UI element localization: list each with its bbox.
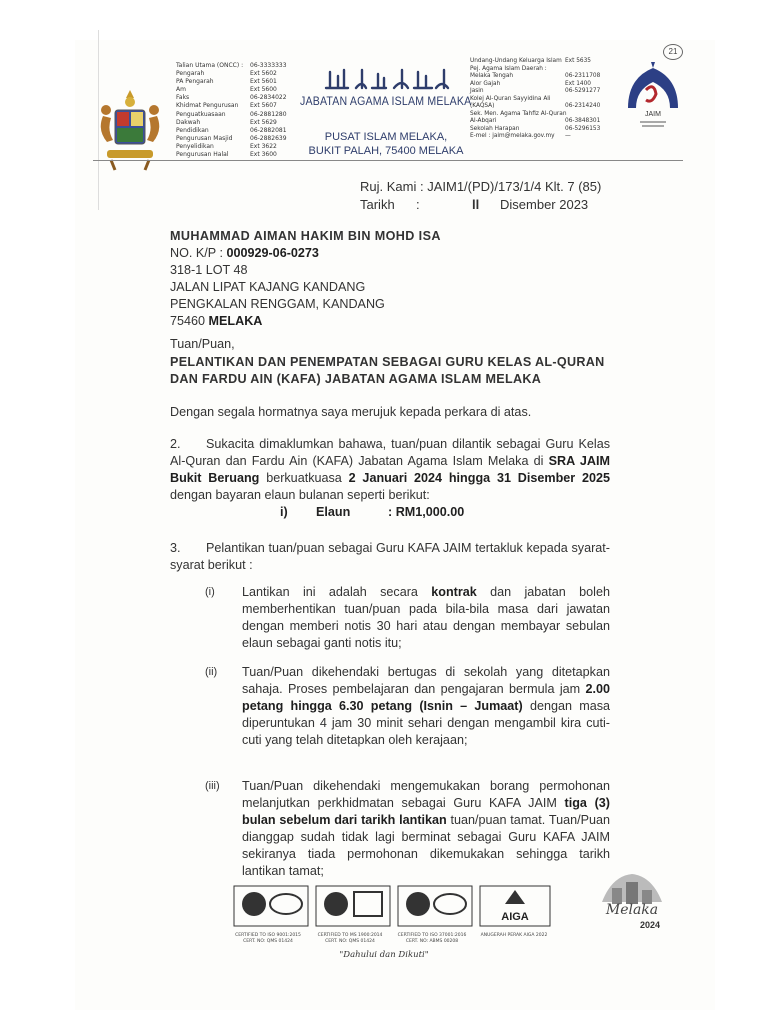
aiga-label: AIGA — [501, 911, 529, 923]
condition-text: tuan/puan tamat. Tuan/Puan dianggap sudah tidak lagi berminat sebagai Guru KAFA JAIM sekiranya tiada permohonan dikemukakan sehingga tarikh lantikan tamat; — [242, 813, 610, 878]
paragraph-text: Pelantikan tuan/puan sebagai Guru KAFA JAIM tertakluk kepada syarat-syarat berikut : — [170, 541, 610, 572]
paragraph-text: dengan bayaran elaun bulanan seperti berikut: — [170, 488, 430, 502]
agency-address-line: PUSAT ISLAM MELAKA, — [324, 131, 448, 143]
contact-value: Ext 5601 — [250, 78, 277, 86]
right-contact-value: Ext 5635 — [565, 58, 591, 64]
condition-emphasis: tiga (3) bulan sebelum dari tarikh lantikan — [242, 796, 610, 827]
right-contact-value: 06-5296153 — [565, 125, 601, 132]
contact-labels — [176, 62, 243, 159]
melaka-brand-text: Melaka — [605, 902, 659, 918]
recipient-address — [170, 228, 610, 330]
state: MELAKA — [208, 314, 263, 328]
right-contact-value: 06-5291277 — [565, 88, 601, 94]
contact-value: 06-2882081 — [250, 126, 287, 134]
contact-value: 06-2881280 — [250, 110, 287, 118]
right-contact-label: E-mel : jaim@melaka.gov.my — [470, 133, 555, 139]
address-line: PENGKALAN RENGGAM, KANDANG — [170, 297, 385, 311]
intro-paragraph: Dengan segala hormatnya saya merujuk kepada perkara di atas. — [170, 405, 532, 419]
contact-label: Talian Utama (ONCC) : — [176, 62, 244, 69]
contact-label: Faks — [176, 94, 190, 102]
right-contact-label: Melaka Tengah — [470, 73, 514, 79]
allowance-value: : RM1,000.00 — [388, 505, 465, 519]
right-contact-label: Undang-Undang Keluarga Islam — [470, 58, 562, 64]
right-contact-values — [565, 58, 600, 141]
paragraph-text: Sukacita dimaklumkan bahawa, tuan/puan dilantik sebagai Guru Kelas Al-Quran dan Fardu Ain (KAFA) Jabatan Agama Islam Melaka di — [170, 437, 610, 468]
condition-text: Tuan/Puan dikehendaki mengemukakan borang permohonan melanjutkan perkhidmatan sebagai Guru KAFA JAIM — [242, 779, 610, 810]
contact-value: Ext 5607 — [250, 102, 277, 110]
contact-label: Am — [176, 86, 186, 94]
contact-values — [250, 62, 287, 159]
right-contact-value: — — [565, 133, 571, 139]
cert-logo-3 — [398, 886, 472, 926]
contact-label: Dakwah — [176, 118, 201, 126]
address-line: JALAN LIPAT KAJANG KANDANG — [170, 280, 366, 294]
right-contact-label: Kolej Al-Quran Sayyidina Ali — [470, 95, 551, 102]
right-contact-label: Alor Gajah — [470, 80, 501, 87]
motto: "Dahului dan Dikuti" — [339, 950, 429, 960]
contact-label: Pengarah — [176, 70, 205, 78]
agency-address-line: BUKIT PALAH, 75400 MELAKA — [308, 145, 464, 157]
allowance-line — [280, 505, 464, 519]
allowance-number: i) — [280, 505, 288, 519]
right-contact-value — [565, 96, 600, 104]
ic-label: NO. K/P : — [170, 246, 223, 260]
reference-block — [360, 178, 601, 214]
cert-logo-aiga — [480, 886, 550, 926]
visit-melaka-logo-icon — [592, 862, 672, 928]
contact-value: Ext 5600 — [250, 86, 277, 94]
contact-label: Pengurusan Masjid — [176, 134, 233, 142]
condition-number: (ii) — [205, 666, 218, 678]
right-contact-label: Al-Abqari — [470, 118, 497, 124]
certification-logos — [232, 884, 552, 940]
right-contact-value: 06-2314240 — [565, 103, 601, 109]
condition-text: dan jabatan boleh memberhentikan tuan/puan pada bila-bila masa dari jawatan dengan memberi notis 30 hari atau dengan membayar sebulan elaun sebagai ganti notis itu; — [242, 585, 610, 650]
paragraph-number: 2. — [170, 437, 181, 451]
right-contact-value: 06-3848301 — [565, 118, 601, 124]
postcode: 75460 — [170, 314, 206, 328]
contact-value: Ext 3622 — [250, 142, 277, 150]
paragraph-2 — [170, 436, 610, 504]
cert-caption: CERTIFIED TO MS 1900:2014 CERT. NO: QMS 01424 — [317, 933, 383, 944]
right-contact-value — [565, 111, 600, 119]
right-contact-value: 06-2311708 — [565, 73, 601, 79]
right-contact-label: (KAQSA) — [470, 103, 495, 109]
ic-value: 000929-06-0273 — [226, 246, 319, 260]
contact-label: Penyelidikan — [176, 142, 214, 150]
condition-number: (iii) — [205, 780, 220, 792]
right-contact-label: Sek. Men. Agama Tahfiz Al-Quran — [470, 110, 567, 117]
right-contact-label: Sekolah Harapan — [470, 125, 520, 132]
address-line: 318-1 LOT 48 — [170, 263, 248, 277]
contact-label: PA Pengarah — [176, 78, 214, 86]
contact-value: Ext 3600 — [250, 151, 277, 159]
contact-value: 06-2882639 — [250, 134, 287, 142]
date-separator: : — [416, 197, 420, 212]
cert-logo-1 — [234, 886, 308, 926]
condition-emphasis: kontrak — [431, 585, 477, 599]
agency-address — [306, 130, 466, 158]
cert-logo-2 — [316, 886, 390, 926]
date-label: Tarikh — [360, 197, 395, 212]
paragraph-text: berkuatkuasa — [266, 471, 342, 485]
ref-label: Ruj. Kami : — [360, 179, 424, 194]
year-label: 2024 — [640, 920, 661, 930]
recipient-name: MUHAMMAD AIMAN HAKIM BIN MOHD ISA — [170, 229, 441, 243]
contact-label: Pengurusan Halal — [176, 151, 229, 159]
ref-value: JAIM1/(PD)/173/1/4 Klt. 7 (85) — [427, 179, 602, 194]
condition-text: Tuan/Puan dikehendaki bertugas di sekolah yang ditetapkan sahaja. Proses pembelajaran dan pengajaran bermula jam — [242, 665, 610, 696]
contact-value: Ext 5629 — [250, 118, 277, 126]
contact-value: 06-3333333 — [250, 62, 287, 69]
agency-title: JABATAN AGAMA ISLAM MELAKA — [300, 96, 472, 108]
date-day: ll — [472, 197, 480, 212]
date-value: Disember 2023 — [500, 197, 589, 212]
header-divider — [93, 160, 683, 161]
paragraph-3 — [170, 540, 610, 574]
appointment-period: 2 Januari 2024 hingga 31 Disember 2025 — [348, 471, 610, 485]
right-contact-labels — [470, 58, 567, 141]
arabic-calligraphy-icon — [322, 64, 456, 94]
jaim-logo-text: JAIM — [645, 111, 661, 118]
contact-value: 06-2834022 — [250, 94, 287, 102]
contact-label: Khidmat Pengurusan — [176, 102, 239, 110]
paragraph-number: 3. — [170, 541, 181, 555]
cert-caption: CERTIFIED TO ISO 9001:2015 CERT. NO: QMS 01424 — [235, 933, 301, 944]
contact-label: Pendidikan — [176, 126, 209, 134]
letter-subject: PELANTIKAN DAN PENEMPATAN SEBAGAI GURU KELAS AL-QURAN DAN FARDU AIN (KAFA) JABATAN AGAMA ISLAM MELAKA — [170, 355, 605, 386]
right-contact-value — [565, 66, 600, 74]
condition-text: dengan masa diperuntukan 4 jam 30 minit sehari dengan mengambil kira cuti-cuti yang telah ditetapkan oleh kerajaan; — [242, 699, 611, 747]
school-name: SRA JAIM Bukit Beruang — [170, 454, 610, 485]
cert-caption: CERTIFIED TO ISO 37001:2016 CERT. NO: ABMS 00208 — [397, 933, 467, 944]
condition-number: (i) — [205, 586, 215, 598]
right-contact-label: Jasin — [470, 88, 484, 94]
right-contact-value: Ext 1400 — [565, 80, 591, 87]
page-marker: 21 — [663, 44, 683, 60]
condition-emphasis: 2.00 petang hingga 6.30 petang (Isnin – Jumaat) — [242, 682, 610, 713]
allowance-label: Elaun — [316, 505, 351, 519]
condition-text: Lantikan ini adalah secara — [242, 585, 418, 599]
binding-mark — [98, 30, 99, 210]
contact-label: Penguatkuasaan — [176, 110, 226, 118]
jaim-logo-icon — [622, 62, 684, 140]
contact-value: Ext 5602 — [250, 70, 277, 78]
cert-caption: ANUGERAH PERAK AIGA 2022 — [480, 933, 548, 938]
salutation: Tuan/Puan, — [170, 337, 235, 351]
right-contact-label: Pej. Agama Islam Daerah : — [470, 65, 547, 72]
